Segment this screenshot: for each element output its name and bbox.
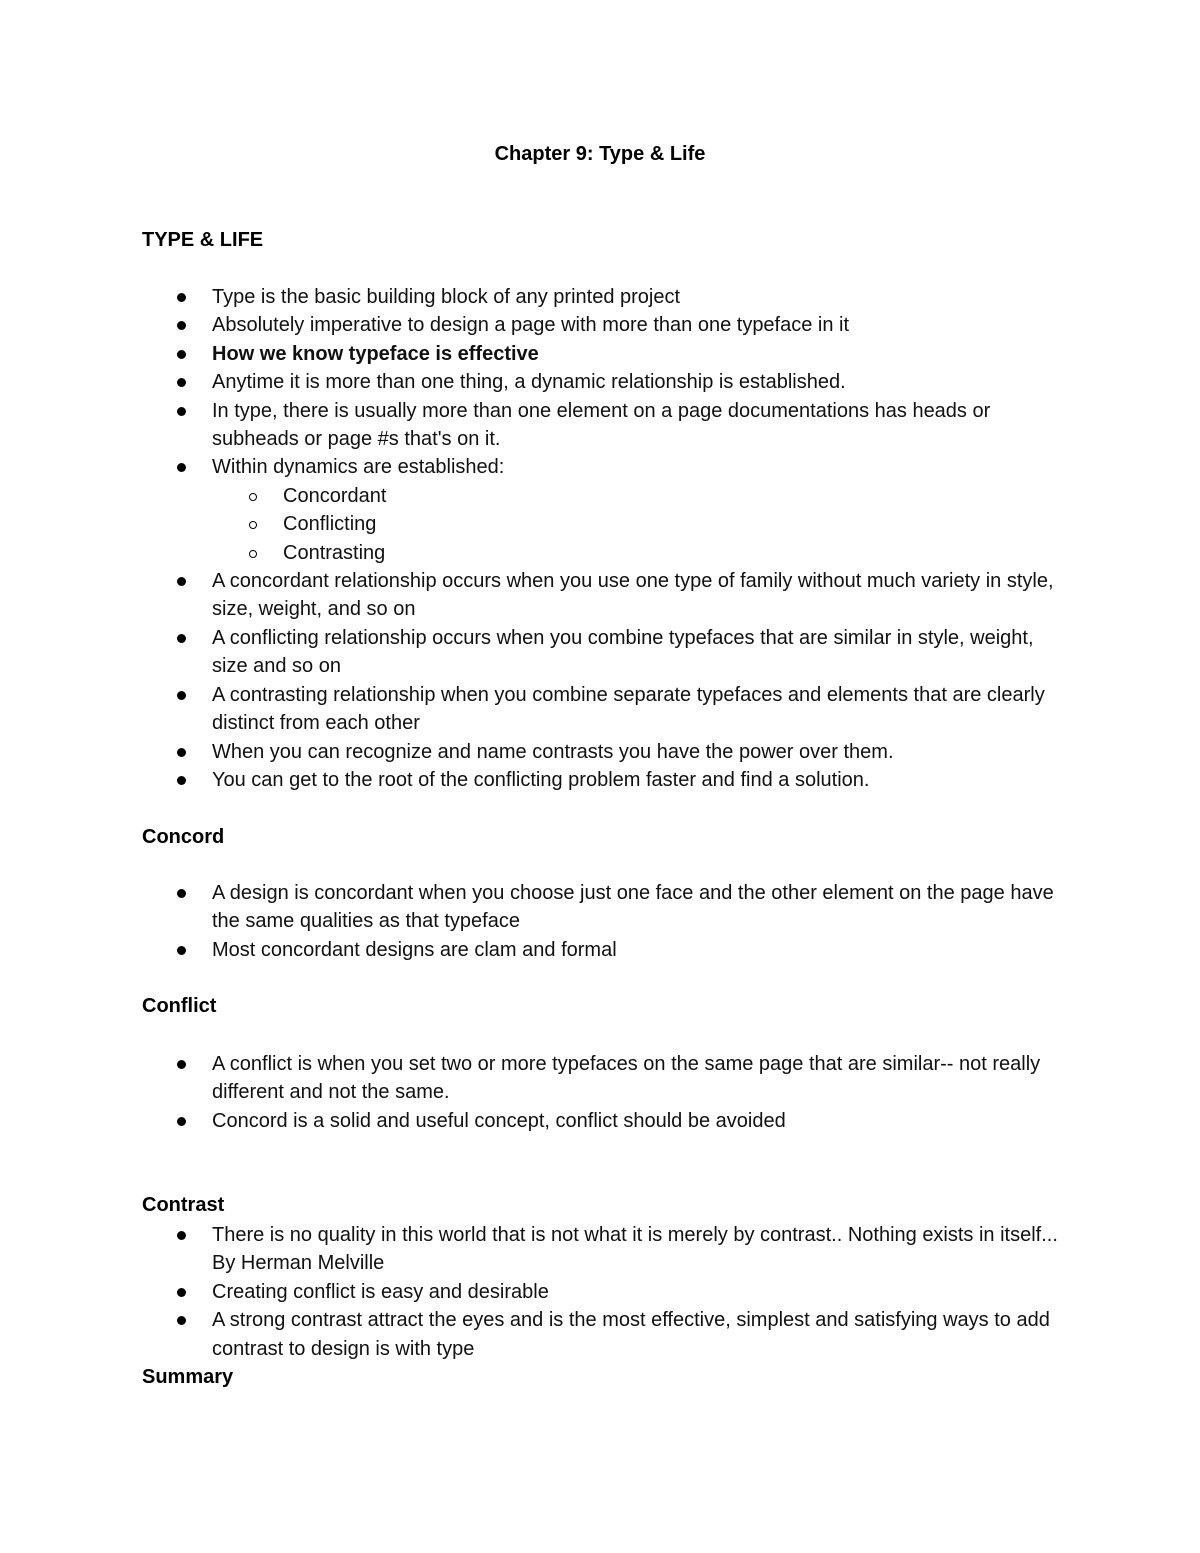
page-title: Chapter 9: Type & Life bbox=[494, 143, 706, 165]
bullet-icon bbox=[177, 1060, 186, 1069]
bullet-icon bbox=[177, 463, 186, 472]
section-heading-concord: Concord bbox=[142, 826, 225, 848]
list-item: A conflicting relationship occurs when you combine typefaces that are similar in style, weight, size and so on bbox=[0, 624, 1062, 681]
list-item: There is no quality in this world that is not what it is merely by contrast.. Nothing exists in itself... By Herman Melville bbox=[0, 1221, 1062, 1278]
bullet-icon bbox=[177, 1288, 186, 1297]
section-heading-type-life: TYPE & LIFE bbox=[142, 229, 264, 251]
list-item: When you can recognize and name contrasts you have the power over them. bbox=[0, 738, 1062, 766]
hollow-bullet-icon bbox=[249, 521, 257, 529]
list-item: Concord is a solid and useful concept, conflict should be avoided bbox=[0, 1107, 1062, 1135]
bullet-icon bbox=[177, 776, 186, 785]
bullet-icon bbox=[177, 577, 186, 586]
bullet-icon bbox=[177, 321, 186, 330]
bullet-icon bbox=[177, 378, 186, 387]
sub-list-item: Conflicting bbox=[0, 510, 1062, 538]
sub-list-item: Contrasting bbox=[0, 539, 1062, 567]
bullet-icon bbox=[177, 946, 186, 955]
bullet-icon bbox=[177, 293, 186, 302]
bullet-icon bbox=[177, 691, 186, 700]
bullet-icon bbox=[177, 889, 186, 898]
list-item: Type is the basic building block of any printed project bbox=[0, 283, 1062, 311]
hollow-bullet-icon bbox=[249, 493, 257, 501]
list-item: Creating conflict is easy and desirable bbox=[0, 1278, 1062, 1306]
bullet-icon bbox=[177, 634, 186, 643]
concord-list bbox=[0, 879, 1200, 964]
section-heading-conflict: Conflict bbox=[142, 995, 217, 1017]
contrast-list bbox=[0, 1221, 1200, 1363]
section-heading-summary: Summary bbox=[142, 1366, 234, 1388]
list-item: In type, there is usually more than one element on a page documentations has heads or subheads or page #s that's on it. bbox=[0, 397, 1062, 454]
hollow-bullet-icon bbox=[249, 550, 257, 558]
bullet-icon bbox=[177, 1316, 186, 1325]
type-life-list bbox=[0, 283, 1200, 794]
bullet-icon bbox=[177, 407, 186, 416]
list-item: Absolutely imperative to design a page with more than one typeface in it bbox=[0, 311, 1062, 339]
list-item: A concordant relationship occurs when you use one type of family without much variety in style, size, weight, and so on bbox=[0, 567, 1062, 624]
bullet-icon bbox=[177, 1117, 186, 1126]
section-heading-contrast: Contrast bbox=[142, 1194, 225, 1216]
list-item: How we know typeface is effective bbox=[0, 340, 1062, 368]
list-item: Most concordant designs are clam and formal bbox=[0, 936, 1062, 964]
list-item: Anytime it is more than one thing, a dynamic relationship is established. bbox=[0, 368, 1062, 396]
list-item: Within dynamics are established: bbox=[0, 453, 1062, 481]
conflict-list bbox=[0, 1050, 1200, 1135]
list-item: A conflict is when you set two or more typefaces on the same page that are similar-- not really different and not the same. bbox=[0, 1050, 1062, 1107]
list-item: You can get to the root of the conflicting problem faster and find a solution. bbox=[0, 766, 1062, 794]
bullet-icon bbox=[177, 748, 186, 757]
bullet-icon bbox=[177, 350, 186, 359]
bullet-icon bbox=[177, 1231, 186, 1240]
list-item: A contrasting relationship when you combine separate typefaces and elements that are clearly distinct from each other bbox=[0, 681, 1062, 738]
sub-list-item: Concordant bbox=[0, 482, 1062, 510]
list-item: A design is concordant when you choose just one face and the other element on the page have the same qualities as that typeface bbox=[0, 879, 1062, 936]
list-item: A strong contrast attract the eyes and is the most effective, simplest and satisfying ways to add contrast to design is with type bbox=[0, 1306, 1062, 1363]
